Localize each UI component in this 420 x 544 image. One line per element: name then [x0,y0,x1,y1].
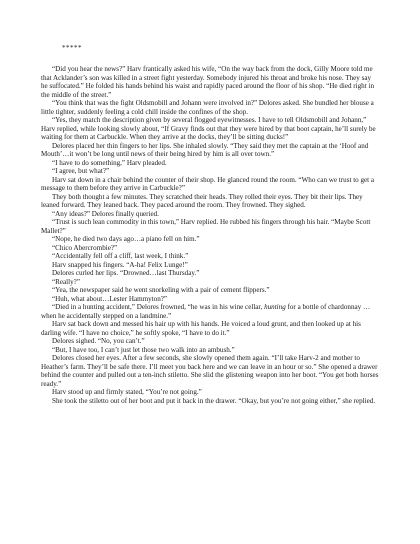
paragraph: Harv stood up and firmly stated, “You’re not going.” [52,388,202,396]
paragraph: “I have to do something,” Harv pleaded. [52,158,167,167]
paragraph-text-before: “Died in a hunting accident,” Delores frowned, “he was in his wine cellar, [52,303,265,311]
paragraph: “Yea, the newspaper said he went snorkeling with a pair of cement flippers.” [52,286,270,294]
paragraph: “Nope, he died two days ago…a piano fell on him.” [52,235,200,243]
paragraph: “Trust is such lean commodity in this town,” Harv replied. He rubbed his fingers through his hair. “Maybe Scott Mallet?” [41,218,371,235]
paragraph: She took the stiletto out of her boot and put it back in the drawer. “Okay, but you’re not going either,” she replied. [52,396,376,405]
paragraph: “Huh, what about…Lester Hammyton?” [52,294,168,303]
paragraph: “Really?” [52,277,80,286]
paragraph: “Accidentally fell off a cliff, last week, I think.” [52,252,189,260]
paragraph: “Yes, they match the description given by several flogged eyewitnesses. I have to tell Oldsmobill and Johann,” Harv replied, while looking slowly about, “If Gravy finds out that they were hired by that boot captain, he’ll surely be waiting for them at Carbuckle. When they arrive at the docks, they’ll be sitting ducks!” [41,116,376,141]
paragraph: “You think that was the fight Oldsmobill and Johann were involved in?” Delores asked. She bundled her blouse a little tighter, suddenly feeling a cold chill inside the confines of the shop. [41,99,374,116]
paragraph: “Chico Abercrombie?” [52,243,118,252]
paragraph: “But, I have too, I can’t just let those two walk into an ambush.” [52,345,235,354]
paragraph: Harv sat back down and messed his hair up with his hands. He voiced a loud grunt, and then looked up at his darling wife. “I have no choice,” he softly spoke, “I have to do it.” [41,320,361,337]
paragraph: Harv sat down in a chair behind the counter of their shop. He glanced round the room. “Who can we trust to get a message to them before they arrive in Carbuckle?” [41,175,375,192]
section-separator: ***** [62,44,82,52]
paragraph: Harv snapped his fingers. “A-ha! Felix Lunge!” [52,260,188,269]
paragraph: Delores placed her thin fingers to her lips. She inhaled slowly. “They said they met the captain at the ‘Hoof and Mouth’…it won’t be long until news of their being hired by him is all over town.” [41,141,369,158]
paragraph-text-after: for a bottle of chardonnay …when he accidentally stepped on a landmine.” [41,303,371,320]
paragraph [41,303,379,320]
paragraph: Delores curled her lips. “Drowned…last Thursday.” [52,269,200,277]
paragraph: “Did you hear the news?” Harv frantically asked his wife, “On the way back from the dock, Gilly Moore told me that Acklander’s son was killed in a street fight yesterday. Somebody injured his throat and broke his nose. They say he suffocated.” He folded his hands behind his waist and rapidly paced around the floor of his shop. “He died right in the middle of the street.” [41,65,374,99]
paragraph: They both thought a few minutes. They scratched their heads. They rolled their eyes. They bit their lips. They leaned forward. They leaned back. They paced around the room. They frowned. They sighed. [41,192,363,209]
paragraph: “I agree, but what?” [52,167,110,175]
document-body [41,65,379,405]
paragraph: Delores sighed. “No, you can’t.” [52,337,145,345]
paragraph: “Any ideas?” Delores finally queried. [52,209,159,218]
paragraph: Delores closed her eyes. After a few seconds, she slowly opened them again. “I’ll take Harv-2 and mother to Heather’s farm. They’ll be safe there. I’ll meet you back here and we can leave in an hour or so.” She opened a drawer behind the counter and pulled out a ten-inch stiletto. She slid the glistening weapon into her boot. “You get both horses ready.” [41,354,379,388]
italic-word: hunting [264,303,286,311]
